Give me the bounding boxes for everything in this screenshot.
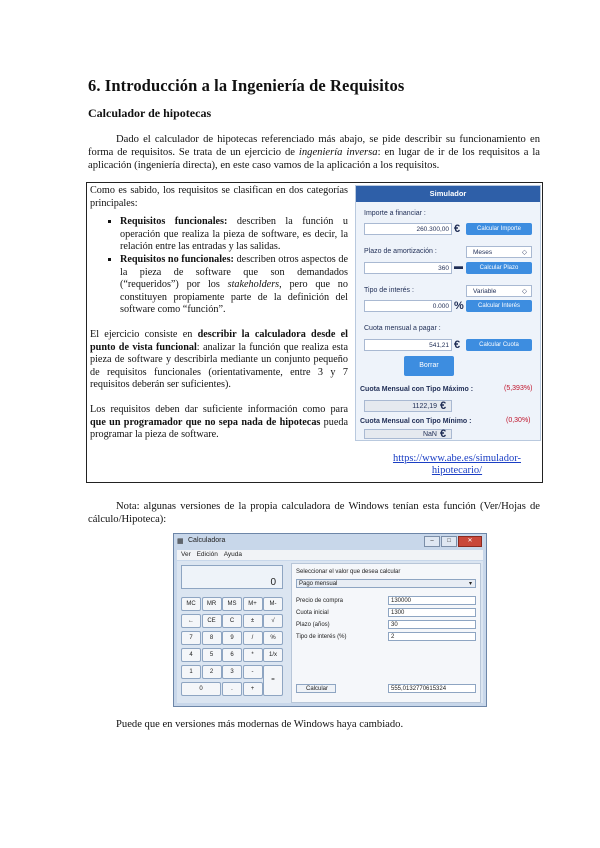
interes-input[interactable]: 2 — [388, 632, 476, 641]
menu-edicion[interactable]: Edición — [196, 551, 218, 558]
calc-key[interactable]: 6 — [222, 648, 242, 662]
page-title: 6. Introducción a la Ingeniería de Requisitos — [88, 76, 405, 95]
calc-key[interactable]: CE — [202, 614, 222, 628]
note-paragraph: Nota: algunas versiones de la propia calculadora de Windows tenían esta función (Ver/Hojas de cálculo/Hipoteca): — [88, 501, 540, 525]
requirements-paragraph: Los requisitos deben dar suficiente información como para que un programador que no sepa nada de hipotecas pueda programar la pieza de software. — [90, 403, 348, 441]
euro-icon: € — [454, 223, 461, 235]
plazo-unit-select[interactable]: Meses ◇ — [466, 246, 532, 258]
min-value: NaN — [364, 429, 452, 439]
minimize-icon[interactable]: – — [424, 536, 440, 547]
calcular-plazo-button[interactable]: Calcular Plazo — [466, 262, 532, 274]
simulator-link[interactable]: https://www.abe.es/simulador-hipotecario/ — [392, 453, 521, 476]
euro-icon: € — [454, 339, 461, 351]
tipo-label: Tipo de interés : — [364, 287, 414, 294]
maximize-icon[interactable]: □ — [441, 536, 457, 547]
plazo-anios-input[interactable]: 30 — [388, 620, 476, 629]
cuota-inicial-input[interactable]: 1300 — [388, 608, 476, 617]
max-label: Cuota Mensual con Tipo Máximo : — [360, 386, 474, 393]
select-label: Seleccionar el valor que desea calcular — [296, 569, 401, 575]
chevron-down-icon: ▾ — [468, 581, 472, 587]
windows-calculator — [173, 533, 487, 707]
calc-key[interactable]: % — [263, 631, 283, 645]
calc-key[interactable]: 1/x — [263, 648, 283, 662]
percent-icon: % — [454, 300, 464, 312]
menu-ver[interactable]: Ver — [181, 551, 191, 558]
calculator-icon: ▦ — [177, 538, 184, 545]
calc-key[interactable]: * — [243, 648, 263, 662]
menu-ayuda[interactable]: Ayuda — [223, 551, 243, 558]
min-rate: (0,30%) — [506, 417, 531, 424]
calc-key[interactable]: 2 — [202, 665, 222, 679]
calc-key[interactable]: M+ — [243, 597, 263, 611]
precio-input[interactable]: 130000 — [388, 596, 476, 605]
calculator-display: 0 — [181, 565, 283, 589]
calc-key[interactable]: C — [222, 614, 242, 628]
calc-key[interactable]: - — [243, 665, 263, 679]
spinner-icon: ▬ — [454, 261, 463, 271]
list-item: ▪ Requisitos funcionales: describen la función u operación que realiza la pieza de software, es decir, la relación entre las entradas y las salidas. — [120, 216, 348, 254]
importe-label: Importe a financiar : — [364, 210, 426, 217]
field-label: Plazo (años) — [296, 622, 330, 628]
list-item: ▪ Requisitos no funcionales: describen otros aspectos de la pieza de software que son demandados (“requeridos”) por los stakeholders, pero que no constituyen propiamente parte de la definición del software como “función”. — [120, 254, 348, 317]
footer-paragraph: Puede que en versiones más modernas de Windows haya cambiado. — [116, 719, 404, 730]
calc-key[interactable]: ± — [243, 614, 263, 628]
field-label: Tipo de interés (%) — [296, 634, 347, 640]
calc-key[interactable]: + — [243, 682, 263, 696]
exercise-paragraph: El ejercicio consiste en describir la calculadora desde el punto de vista funcional: analizar la función que realiza esta pieza de software y describirla mediante un conjunto pequeño de requisitos funcionales (orientativamente, entre 3 y 7 requisitos deberán ser suficientes). — [90, 328, 348, 391]
tipo-input[interactable]: 0.000 — [364, 300, 452, 312]
calc-key[interactable]: 7 — [181, 631, 201, 645]
mortgage-simulator — [355, 185, 541, 441]
calc-key[interactable]: 9 — [222, 631, 242, 645]
intro-categories: Como es sabido, los requisitos se clasifican en dos categorías principales: — [90, 185, 348, 209]
min-label: Cuota Mensual con Tipo Mínimo : — [360, 418, 472, 425]
borrar-button[interactable]: Borrar — [404, 356, 454, 376]
euro-icon: € — [440, 428, 447, 440]
calc-key[interactable]: / — [243, 631, 263, 645]
simulator-title: Simulador — [356, 186, 540, 202]
result-field: 555,0132770615324 — [388, 684, 476, 693]
calc-mode-select[interactable]: Pago mensual ▾ — [296, 579, 476, 588]
field-label: Cuota inicial — [296, 610, 329, 616]
plazo-input[interactable]: 360 — [364, 262, 452, 274]
calc-key[interactable]: MR — [202, 597, 222, 611]
euro-icon: € — [440, 400, 447, 412]
field-label: Precio de compra — [296, 598, 344, 604]
calc-key[interactable]: 0 — [181, 682, 221, 696]
cuota-label: Cuota mensual a pagar : — [364, 325, 441, 332]
calc-key[interactable]: 3 — [222, 665, 242, 679]
calcular-interes-button[interactable]: Calcular Interés — [466, 300, 532, 312]
calc-key[interactable]: √ — [263, 614, 283, 628]
importe-input[interactable]: 260.300,00 — [364, 223, 452, 235]
calc-key[interactable]: 5 — [202, 648, 222, 662]
calc-key[interactable]: . — [222, 682, 242, 696]
calc-key[interactable]: M- — [263, 597, 283, 611]
mortgage-panel — [291, 563, 481, 703]
window-title: Calculadora — [188, 537, 226, 544]
updown-icon: ◇ — [522, 288, 527, 295]
calcular-importe-button[interactable]: Calcular Importe — [466, 223, 532, 235]
window-controls — [423, 536, 482, 546]
calcular-cuota-button[interactable]: Calcular Cuota — [466, 339, 532, 351]
max-rate: (5,393%) — [504, 385, 533, 392]
calcular-button[interactable]: Calcular — [296, 684, 336, 693]
plazo-label: Plazo de amortización : — [364, 248, 437, 255]
close-icon[interactable]: ✕ — [458, 536, 482, 547]
section-subtitle: Calculador de hipotecas — [88, 106, 212, 120]
calculator-body — [177, 561, 483, 703]
calc-key[interactable]: 8 — [202, 631, 222, 645]
max-value: 1122,19 — [364, 400, 452, 412]
calc-key[interactable]: 4 — [181, 648, 201, 662]
key-equals[interactable]: = — [263, 665, 283, 696]
calc-key[interactable]: MC — [181, 597, 201, 611]
cuota-input[interactable]: 541,21 — [364, 339, 452, 351]
calc-key[interactable]: ← — [181, 614, 201, 628]
requirements-text — [90, 185, 348, 442]
tipo-select[interactable]: Variable ◇ — [466, 285, 532, 297]
intro-paragraph: Dado el calculador de hipotecas referenciado más abajo, se pide describir su funcionamiento en forma de requisitos. Se trata de un ejercicio de ingeniería inversa: en lugar de ir de los requisitos a la aplicación (ingeniería directa), en este caso vamos de la aplicación a los requisitos. — [88, 134, 540, 171]
category-list — [90, 216, 348, 317]
menu-bar — [177, 550, 483, 560]
calc-key[interactable]: MS — [222, 597, 242, 611]
updown-icon: ◇ — [522, 249, 527, 256]
calc-key[interactable]: 1 — [181, 665, 201, 679]
